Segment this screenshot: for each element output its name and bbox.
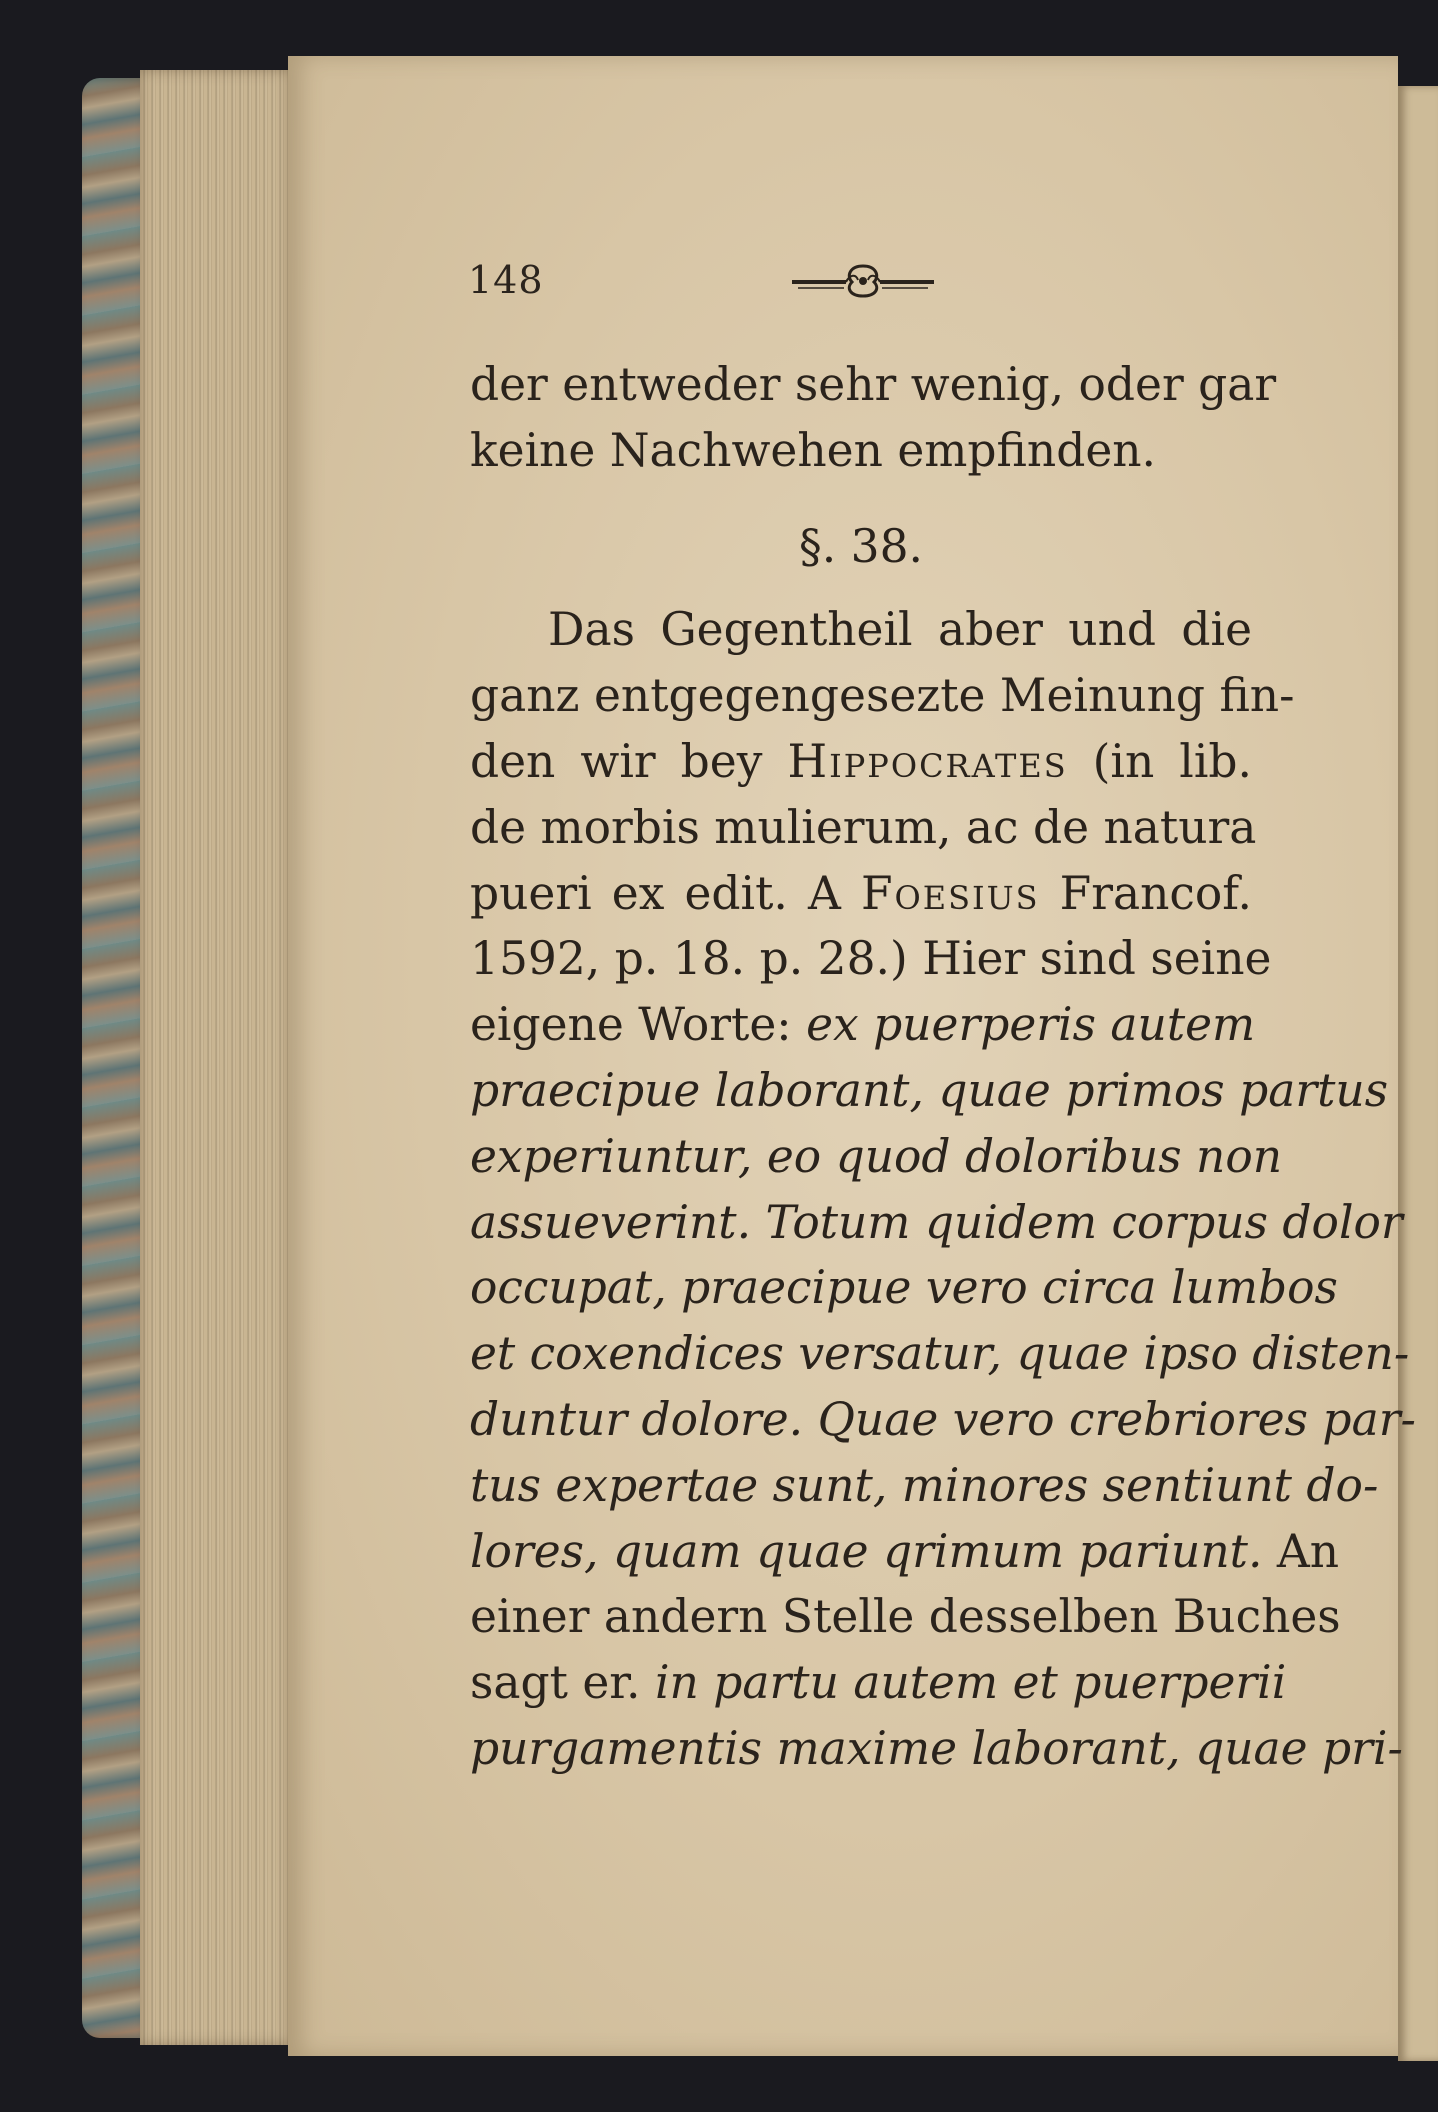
text-line: [470, 992, 1256, 1058]
text-line: [470, 1519, 1340, 1585]
text-line: [470, 1584, 1341, 1650]
text-segment: der entweder sehr wenig, oder gar: [470, 358, 1277, 411]
text-segment: den wir bey: [470, 734, 788, 788]
text-segment: de morbis mulierum, ac de natura: [470, 800, 1257, 854]
ornament-icon: [788, 260, 938, 300]
text-segment: §. 38.: [798, 519, 924, 573]
text-line: [470, 1058, 1389, 1124]
section-heading: [470, 514, 1252, 580]
latin-quote-text: praecipue laborant, quae primos partus: [470, 1063, 1389, 1117]
text-segment: pueri ex edit. A: [470, 866, 861, 920]
text-line: [470, 926, 1272, 992]
next-page-edge: [1398, 86, 1438, 2061]
text-line: [470, 597, 1252, 663]
latin-quote-text: experiuntur, eo quod doloribus non: [470, 1129, 1283, 1183]
text-segment: (in lib.: [1067, 734, 1252, 788]
text-line: [470, 729, 1252, 795]
text-segment: einer andern Stelle desselben Buches: [470, 1590, 1341, 1644]
text-line: [470, 1453, 1379, 1519]
text-line: [470, 663, 1295, 729]
text-segment: Das Gegentheil aber und die: [548, 603, 1252, 657]
text-segment: sagt er.: [470, 1656, 655, 1710]
page-text: [470, 352, 1416, 1782]
text-line: [470, 352, 1277, 418]
text-line: [470, 1255, 1338, 1321]
text-segment: An: [1262, 1524, 1340, 1578]
text-line: [470, 1190, 1403, 1256]
text-segment: 1592, p. 18. p. 28.) Hier sind seine: [470, 932, 1272, 986]
text-line: [470, 795, 1257, 861]
latin-quote-text: in partu autem et puerperii: [654, 1656, 1287, 1710]
text-line: [470, 861, 1252, 927]
page-number: 148: [468, 258, 544, 302]
text-segment: Francof.: [1039, 866, 1252, 920]
text-segment: eigene Worte:: [470, 998, 807, 1052]
text-line: [470, 418, 1252, 484]
latin-quote-text: assueverint. Totum quidem corpus dolor: [470, 1195, 1403, 1249]
latin-quote-text: purgamentis maxime laborant, quae pri-: [470, 1721, 1403, 1775]
latin-quote-text: duntur dolore. Quae vero crebriores par-: [470, 1392, 1416, 1446]
latin-quote-text: occupat, praecipue vero circa lumbos: [470, 1261, 1338, 1315]
text-line: [470, 1650, 1287, 1716]
latin-quote-text: et coxendices versatur, quae ipso disten-: [470, 1327, 1410, 1381]
text-segment: ganz entgegengesezte Meinung fin-: [470, 669, 1295, 723]
latin-quote-text: ex puerperis autem: [806, 998, 1256, 1052]
latin-quote-text: lores, quam quae qrimum pariunt.: [470, 1524, 1263, 1578]
text-line: [470, 1387, 1416, 1453]
text-line: [470, 1321, 1410, 1387]
page-header: [468, 258, 1258, 318]
text-line: [470, 1716, 1403, 1782]
author-name: Hippocrates: [787, 734, 1068, 788]
text-segment: keine Nachwehen empfinden.: [470, 423, 1157, 477]
text-line: [470, 1124, 1283, 1190]
page-stack-edge: [140, 70, 290, 2045]
author-name: Foesius: [860, 866, 1040, 920]
latin-quote-text: tus expertae sunt, minores sentiunt do-: [470, 1458, 1379, 1512]
